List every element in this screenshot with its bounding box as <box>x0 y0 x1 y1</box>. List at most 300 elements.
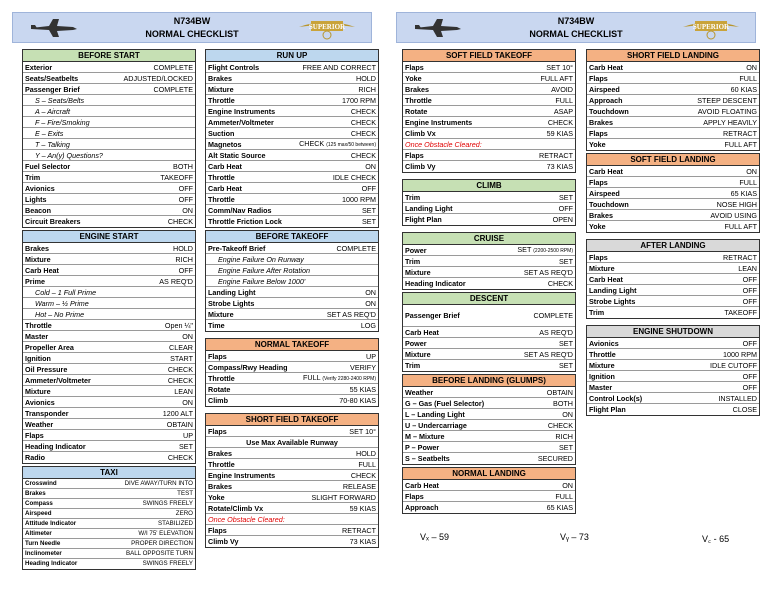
checklist-item <box>23 243 195 254</box>
item-value-text: BALL OPPOSITE TURN <box>125 549 193 557</box>
checklist-item <box>206 95 378 106</box>
checklist-item <box>403 106 575 117</box>
checklist-item <box>403 214 575 225</box>
item-label: Prime <box>25 276 45 286</box>
item-value <box>739 177 757 188</box>
item-value-text: COMPLETE <box>533 311 573 320</box>
item-value-text: TAKEOFF <box>160 172 193 182</box>
item-value-text: AS REQ'D <box>539 327 573 337</box>
item-value-text: RETRACT <box>539 150 573 160</box>
checklist-item <box>206 194 378 205</box>
checklist-item <box>206 150 378 161</box>
checklist-item <box>587 252 759 263</box>
checklist-item <box>23 205 195 216</box>
item-label: Weather <box>25 419 54 429</box>
item-label: Mixture <box>25 254 51 264</box>
item-value <box>539 150 573 161</box>
item-value <box>143 559 193 569</box>
checklist-item <box>206 62 378 73</box>
item-value-text: AVOID USING <box>710 210 757 220</box>
item-value <box>731 188 757 199</box>
item-value-text: Open ¼" <box>164 320 193 330</box>
section-title: BEFORE LANDING (GLUMPS) <box>403 375 575 387</box>
item-label: Flaps <box>208 426 227 436</box>
checklist-subitem: Engine Failure After Rotation <box>206 265 378 276</box>
checklist-item <box>206 205 378 216</box>
item-value <box>176 509 193 519</box>
item-value-text: LOG <box>360 321 376 330</box>
checklist-item <box>23 519 195 529</box>
item-label: Trim <box>405 256 421 266</box>
item-label: Carb Heat <box>208 183 242 193</box>
item-value-text: FULL AFT <box>724 140 757 149</box>
item-value <box>366 351 376 362</box>
item-value-text: TAKEOFF <box>724 308 757 317</box>
checklist-item <box>587 166 759 177</box>
item-label: Landing Light <box>589 285 637 295</box>
item-label: Ignition <box>25 353 51 363</box>
item-label: Yoke <box>405 73 422 83</box>
checklist-item <box>23 529 195 539</box>
item-label: Transponder <box>25 408 69 418</box>
checklist-subitem: E – Exits <box>23 128 195 139</box>
item-value <box>533 310 573 321</box>
item-value <box>124 73 194 84</box>
item-value <box>743 296 757 307</box>
checklist-item <box>23 489 195 499</box>
item-value-text: OFF <box>178 183 193 193</box>
item-value-text: ASAP <box>553 106 573 116</box>
item-value-text: 60 KIAS <box>730 84 757 94</box>
item-label: Turn Needle <box>25 539 61 547</box>
item-label: Heading Indicator <box>25 441 86 451</box>
item-label: Climb Vy <box>405 162 436 171</box>
item-label: Flight Plan <box>589 405 626 414</box>
page-header <box>396 12 756 43</box>
item-value <box>327 309 376 320</box>
checklist-item <box>206 525 378 536</box>
item-value-text: ADJUSTED/LOCKED <box>123 73 193 83</box>
checklist-item <box>403 245 575 256</box>
item-value <box>342 525 376 536</box>
item-label: Master <box>589 382 613 392</box>
item-value <box>311 492 376 503</box>
item-value <box>718 393 757 404</box>
item-value <box>350 384 376 395</box>
item-value-text: 73 KIAS <box>546 162 573 171</box>
checklist-item <box>403 387 575 398</box>
item-label: Mixture <box>589 360 615 370</box>
item-label: Rotate <box>405 106 428 116</box>
item-value-text: AVOID FLOATING <box>697 106 757 116</box>
item-label: Flaps <box>25 430 44 440</box>
item-value-text: CHECK <box>350 128 376 138</box>
checklist-item <box>23 331 195 342</box>
item-label: Approach <box>589 95 623 105</box>
checklist-item <box>206 183 378 194</box>
item-value-text: CHECK <box>299 138 325 148</box>
item-label: Flight Plan <box>405 215 442 224</box>
checklist-item <box>403 84 575 95</box>
checklist-item <box>403 256 575 267</box>
checklist-item <box>587 274 759 285</box>
item-note: (2200-2500 RPM) <box>533 247 573 254</box>
item-value-text: FULL <box>739 177 757 187</box>
item-value <box>538 453 573 464</box>
checklist-item <box>403 349 575 360</box>
item-label: Flaps <box>208 351 227 361</box>
item-label: Climb Vx <box>405 128 436 138</box>
section-title: SOFT FIELD LANDING <box>587 154 759 166</box>
checklist-item <box>23 194 195 205</box>
item-value <box>131 539 193 549</box>
checklist-item <box>23 549 195 559</box>
item-label: Compass/Rwy Heading <box>208 362 288 372</box>
item-value-text: APPLY HEAVILY <box>703 117 757 127</box>
item-label: Throttle <box>208 95 235 105</box>
item-value-text: CHECK <box>167 217 193 226</box>
section-taxi <box>22 466 196 570</box>
item-label: Brakes <box>589 117 613 127</box>
checklist-item <box>587 106 759 117</box>
checklist-item <box>587 188 759 199</box>
checklist-subitem: T – Talking <box>23 139 195 150</box>
item-value <box>170 353 193 364</box>
checklist-item <box>403 161 575 172</box>
section-normal-landing <box>402 467 576 514</box>
item-label: Exterior <box>25 62 53 72</box>
item-value-text: CHECK <box>547 420 573 430</box>
item-value-text: 1200 ALT <box>162 408 193 418</box>
item-label: Throttle <box>208 194 235 204</box>
item-label: Flaps <box>589 128 608 138</box>
checklist-item <box>206 298 378 309</box>
item-value-text: STABILIZED <box>158 519 193 527</box>
item-value <box>351 150 376 161</box>
item-note: (125 max/50 between) <box>326 141 376 148</box>
item-label: Inclinometer <box>25 549 62 557</box>
item-label: Suction <box>208 128 235 138</box>
item-value <box>724 307 757 318</box>
item-value <box>548 420 573 431</box>
item-value <box>548 117 573 128</box>
logo-text: SUPERIOR <box>308 23 346 31</box>
item-value-text: 1000 RPM <box>723 349 757 359</box>
item-label: Master <box>25 331 49 341</box>
item-label: Throttle Friction Lock <box>208 217 282 226</box>
item-value <box>333 172 376 183</box>
section-title: TAXI <box>23 467 195 479</box>
item-label: Weather <box>405 387 434 397</box>
checklist-item <box>587 73 759 84</box>
checklist-item <box>206 351 378 362</box>
item-label: L – Landing Light <box>405 409 465 419</box>
checklist-item <box>23 452 195 463</box>
item-value-text: BOTH <box>553 398 573 408</box>
checklist-item <box>403 327 575 338</box>
checklist-item <box>23 419 195 430</box>
item-label: Trim <box>405 361 421 370</box>
item-value <box>168 452 193 463</box>
checklist-item <box>206 117 378 128</box>
checklist-title: NORMAL CHECKLIST <box>145 29 239 39</box>
item-value-text: OFF <box>361 183 376 193</box>
checklist-item <box>23 397 195 408</box>
item-label: Mixture <box>25 386 51 396</box>
item-value-text: CHECK <box>547 279 573 288</box>
item-value-text: COMPLETE <box>336 243 376 253</box>
checklist-item <box>206 459 378 470</box>
checklist-item <box>206 503 378 514</box>
item-note: (Verify 2280-2400 RPM) <box>322 375 376 382</box>
item-label: Trim <box>589 308 605 317</box>
item-label: P – Power <box>405 442 440 452</box>
item-value <box>723 128 757 139</box>
item-label: Mixture <box>589 263 615 273</box>
item-label: Throttle <box>25 320 52 330</box>
item-label: Ignition <box>589 371 615 381</box>
item-value-text: HOLD <box>173 243 193 253</box>
item-label: Approach <box>405 503 439 512</box>
item-label: Passenger Brief <box>25 84 80 94</box>
superior-logo-icon <box>681 15 741 41</box>
checklist-subitem: Engine Failure Below 1000' <box>206 276 378 287</box>
item-value-text: RICH <box>358 84 376 94</box>
item-label: Ammeter/Voltmeter <box>208 117 274 127</box>
item-label: Power <box>405 338 427 348</box>
item-value-text: IDLE CUTOFF <box>710 360 757 370</box>
checklist-item <box>206 84 378 95</box>
tail-number: N734BW <box>173 16 211 26</box>
item-value-text: ON <box>182 331 193 341</box>
section-short-field-landing <box>586 49 760 151</box>
item-value-text: ON <box>365 161 376 171</box>
checklist-item <box>587 221 759 232</box>
item-value-text: ON <box>746 62 757 72</box>
item-value <box>746 166 757 177</box>
item-value <box>723 349 757 360</box>
checklist-item <box>23 84 195 95</box>
item-label: Avionics <box>589 338 619 348</box>
item-value-text: START <box>170 353 193 363</box>
item-value <box>173 243 193 254</box>
item-label: Heading Indicator <box>25 560 78 567</box>
checklist-item <box>206 287 378 298</box>
checklist-item <box>23 430 195 441</box>
item-value <box>725 221 757 232</box>
checklist-item <box>23 364 195 375</box>
item-value-text: ON <box>182 205 193 215</box>
item-label: Carb Heat <box>589 274 623 284</box>
section-run-up <box>205 49 379 228</box>
checklist-item <box>403 203 575 214</box>
item-value <box>362 216 376 227</box>
item-value-text: OFF <box>742 371 757 381</box>
item-value <box>343 481 376 492</box>
item-value-text: 65 KIAS <box>730 188 757 198</box>
item-value-text: RICH <box>175 254 193 264</box>
vg-speed: V꜀ - 65 <box>702 534 730 544</box>
item-value <box>179 194 193 205</box>
checklist-item <box>587 285 759 296</box>
item-value <box>158 519 193 529</box>
checklist-note: Once Obstacle Cleared: <box>206 514 378 525</box>
item-label: Lights <box>25 194 47 204</box>
checklist-item <box>403 420 575 431</box>
checklist-item <box>23 62 195 73</box>
section-title: RUN UP <box>206 50 378 62</box>
item-value <box>365 287 376 298</box>
section-short-field-takeoff <box>205 413 379 548</box>
item-value-text: DIVE AWAY/TURN INTO <box>124 479 193 487</box>
item-value-text: SET <box>362 217 376 226</box>
item-value-text: SET <box>559 192 573 202</box>
section-before-takeoff <box>205 230 379 332</box>
item-value-text: SET <box>362 205 376 215</box>
item-value <box>365 161 376 172</box>
item-value-text: 59 KIAS <box>546 128 573 138</box>
item-label: Engine Instruments <box>208 470 276 480</box>
item-value <box>168 216 193 227</box>
item-label: Avionics <box>25 397 55 407</box>
section-title: CLIMB <box>403 180 575 192</box>
item-value-text: RETRACT <box>723 252 757 262</box>
item-value <box>698 106 757 117</box>
item-value <box>351 106 376 117</box>
item-label: Climb <box>208 396 228 405</box>
checklist-item <box>403 95 575 106</box>
checklist-item <box>23 320 195 331</box>
item-value <box>562 480 573 491</box>
item-value <box>553 398 573 409</box>
item-value <box>342 95 376 106</box>
checklist-item <box>206 216 378 227</box>
item-label: Yoke <box>589 222 606 231</box>
item-label: Throttle <box>208 172 235 182</box>
checklist-title: NORMAL CHECKLIST <box>529 29 623 39</box>
item-label: Flaps <box>589 252 608 262</box>
item-value-text: SET <box>559 361 573 370</box>
item-value <box>365 298 376 309</box>
item-label: Rotate <box>208 384 231 394</box>
checklist-item <box>23 161 195 172</box>
item-value-text: SECURED <box>537 454 573 463</box>
item-label: Throttle <box>589 349 616 359</box>
checklist-item <box>587 338 759 349</box>
item-value-text: TEST <box>177 489 193 497</box>
item-value-text: SET <box>559 442 573 452</box>
item-value-text: CHECK <box>167 453 193 462</box>
item-value <box>559 360 573 371</box>
item-value <box>551 84 573 95</box>
item-value-text: ZERO <box>175 509 193 517</box>
item-value-text: SWINGS FREELY <box>142 499 193 507</box>
logo-text: SUPERIOR <box>692 23 730 31</box>
section-engine-shutdown <box>586 325 760 416</box>
item-label: Power <box>405 245 427 255</box>
item-label: Throttle <box>208 373 235 383</box>
item-label: Strobe Lights <box>208 298 255 308</box>
item-value <box>539 327 573 338</box>
item-value-text: STEEP DESCENT <box>697 95 757 105</box>
item-value-text: OFF <box>178 265 193 275</box>
checklist-item <box>23 559 195 569</box>
item-label: M – Mixture <box>405 431 445 441</box>
item-value <box>175 254 193 265</box>
item-value <box>342 194 376 205</box>
section-title: NORMAL TAKEOFF <box>206 339 378 351</box>
checklist-item <box>206 481 378 492</box>
item-value-text: AS REQ'D <box>159 276 193 286</box>
item-value-text: CHECK <box>350 117 376 127</box>
item-value <box>159 276 193 287</box>
checklist-item <box>206 384 378 395</box>
item-value-text: OFF <box>742 382 757 392</box>
checklist-subitem: Engine Failure On Runway <box>206 254 378 265</box>
item-value <box>746 62 757 73</box>
item-value-text: VERIFY <box>350 362 376 372</box>
item-value-text: FREE AND CORRECT <box>302 62 376 72</box>
checklist-item <box>403 267 575 278</box>
item-value <box>350 536 376 547</box>
item-label: Magnetos <box>208 139 242 149</box>
item-value-text: CLEAR <box>169 342 193 352</box>
item-value-text: 55 KIAS <box>349 384 376 394</box>
item-value-text: UP <box>183 430 193 440</box>
item-label: Landing Light <box>208 287 256 297</box>
item-label: Flaps <box>208 525 227 535</box>
checklist-item <box>206 448 378 459</box>
checklist-subitem: A – Aircraft <box>23 106 195 117</box>
item-value <box>336 243 376 254</box>
item-value-text: 59 KIAS <box>349 503 376 513</box>
item-value-text: OFF <box>742 274 757 284</box>
item-value-text: BOTH <box>173 161 193 171</box>
item-label: Fuel Selector <box>25 161 71 171</box>
item-value <box>174 386 193 397</box>
section-title: AFTER LANDING <box>587 240 759 252</box>
checklist-item <box>403 62 575 73</box>
section-descent <box>402 292 576 372</box>
item-value-text: SET <box>517 244 532 254</box>
item-value <box>559 192 573 203</box>
item-label: Engine Instruments <box>405 117 473 127</box>
item-label: Yoke <box>208 492 225 502</box>
checklist-item <box>587 177 759 188</box>
item-value-text: FULL <box>555 95 573 105</box>
item-label: Mixture <box>208 309 234 319</box>
item-value-text: LEAN <box>738 263 757 273</box>
item-value <box>362 183 376 194</box>
section-title: SHORT FIELD LANDING <box>587 50 759 62</box>
item-value <box>165 320 193 331</box>
checklist-item <box>206 470 378 481</box>
checklist-item <box>23 216 195 227</box>
item-label: Control Lock(s) <box>589 393 643 403</box>
item-value-text: ON <box>182 397 193 407</box>
item-label: Flaps <box>589 73 608 83</box>
checklist-item <box>587 371 759 382</box>
item-value <box>723 252 757 263</box>
item-value-text: FULL <box>739 73 757 83</box>
item-label: Flaps <box>589 177 608 187</box>
item-value <box>546 62 573 73</box>
item-value <box>351 470 376 481</box>
item-value <box>743 371 757 382</box>
item-label: U – Undercarriage <box>405 420 467 430</box>
checklist-item <box>23 441 195 452</box>
checklist-item <box>587 393 759 404</box>
